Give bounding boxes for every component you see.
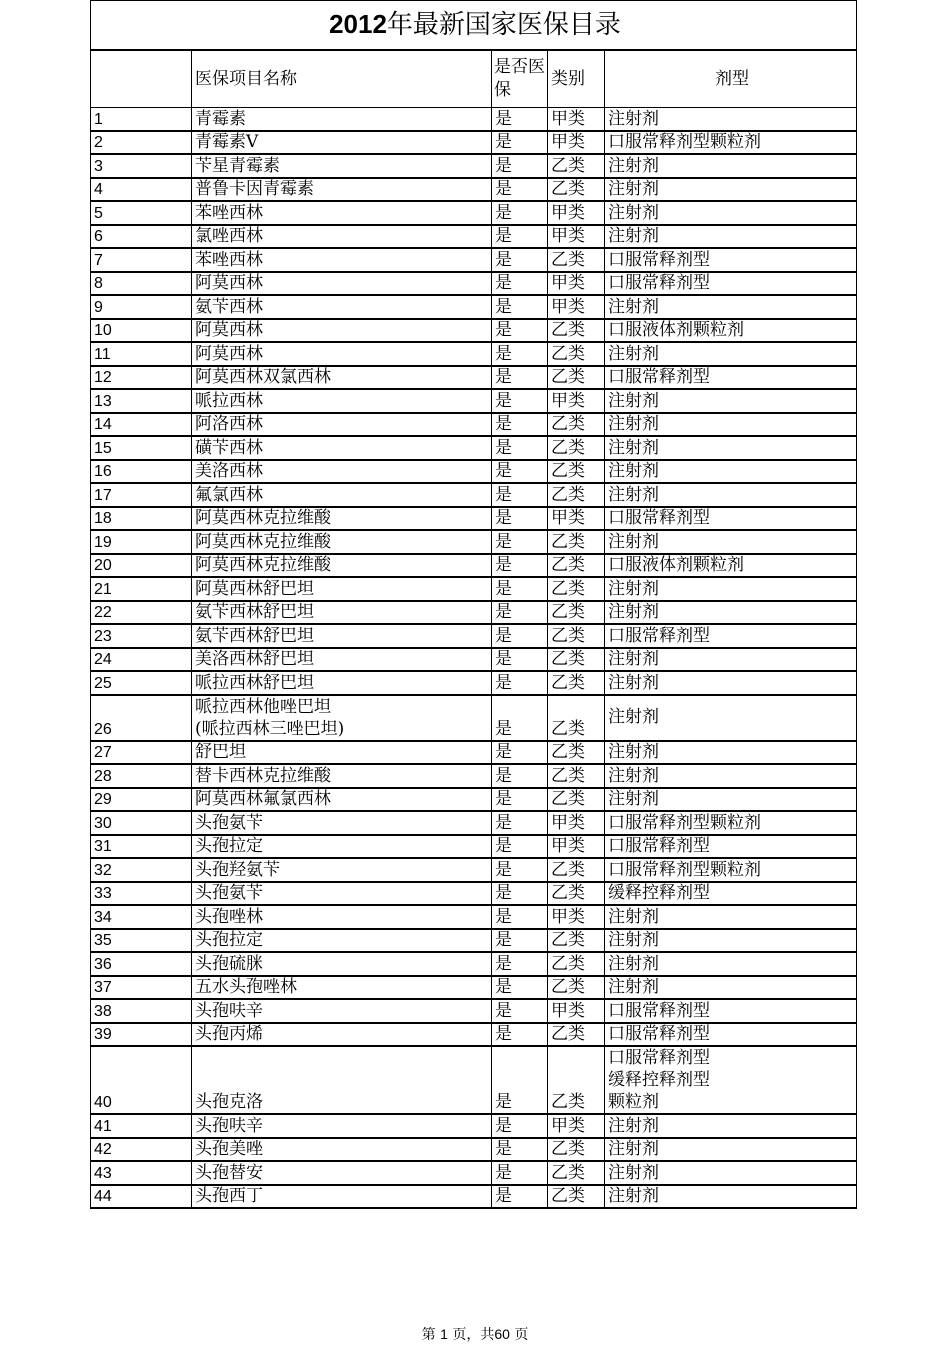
drug-name: 头孢氨苄: [192, 811, 492, 835]
insured-flag: 是: [492, 882, 548, 906]
insured-flag: 是: [492, 741, 548, 765]
category-cell: 乙类: [548, 882, 605, 906]
category-cell: 乙类: [548, 976, 605, 1000]
dosage-form: 注射剂: [605, 952, 857, 976]
insured-flag: 是: [492, 695, 548, 741]
table-row: [91, 108, 857, 131]
drug-name: 氯唑西林: [192, 225, 492, 249]
row-number: 31: [91, 835, 192, 859]
row-number: 36: [91, 952, 192, 976]
row-number: 19: [91, 530, 192, 554]
category-cell: 乙类: [548, 366, 605, 390]
insured-flag: 是: [492, 178, 548, 202]
header-name: 医保项目名称: [192, 50, 492, 108]
dosage-form: 口服常释剂型颗粒剂: [605, 858, 857, 882]
insured-flag: 是: [492, 648, 548, 672]
insured-flag: 是: [492, 835, 548, 859]
drug-name: 氨苄西林舒巴坦: [192, 624, 492, 648]
table-row: [91, 764, 857, 788]
insured-flag: 是: [492, 201, 548, 225]
table-row: [91, 976, 857, 1000]
dosage-form: 注射剂: [605, 225, 857, 249]
dosage-form: 注射剂: [605, 436, 857, 460]
drug-name: 头孢拉定: [192, 835, 492, 859]
title-year: 2012: [329, 9, 387, 39]
category-cell: 乙类: [548, 671, 605, 695]
insured-flag: 是: [492, 131, 548, 155]
row-number: 5: [91, 201, 192, 225]
insured-flag: 是: [492, 436, 548, 460]
insured-flag: 是: [492, 530, 548, 554]
category-cell: 甲类: [548, 225, 605, 249]
table-row: [91, 858, 857, 882]
category-cell: 乙类: [548, 248, 605, 272]
drug-name: 阿莫西林克拉维酸: [192, 507, 492, 531]
row-number: 43: [91, 1161, 192, 1185]
header-num: [91, 50, 192, 108]
table-row: [91, 1185, 857, 1209]
drug-name: 头孢呋辛: [192, 999, 492, 1023]
drug-name: 头孢克洛: [192, 1046, 492, 1114]
drug-name: 头孢硫脒: [192, 952, 492, 976]
category-cell: 乙类: [548, 624, 605, 648]
table-row: [91, 1023, 857, 1047]
category-cell: 乙类: [548, 319, 605, 343]
row-number: 32: [91, 858, 192, 882]
category-cell: 甲类: [548, 999, 605, 1023]
row-number: 3: [91, 154, 192, 178]
row-number: 38: [91, 999, 192, 1023]
dosage-form: 口服常释剂型颗粒剂: [605, 811, 857, 835]
row-number: 7: [91, 248, 192, 272]
category-cell: 乙类: [548, 460, 605, 484]
row-number: 16: [91, 460, 192, 484]
title-row: [91, 1, 857, 51]
title-text: 年最新国家医保目录: [386, 10, 621, 40]
insured-flag: 是: [492, 295, 548, 319]
footer-prefix: 第: [421, 1327, 436, 1343]
insured-flag: 是: [492, 999, 548, 1023]
dosage-form: 口服常释剂型 缓释控释剂型 颗粒剂: [605, 1046, 857, 1114]
table-row: [91, 695, 857, 741]
row-number: 35: [91, 929, 192, 953]
drug-name: 头孢丙烯: [192, 1023, 492, 1047]
dosage-form: 口服常释剂型: [605, 835, 857, 859]
category-cell: 甲类: [548, 905, 605, 929]
insured-flag: 是: [492, 248, 548, 272]
drug-name: 苯唑西林: [192, 201, 492, 225]
insured-flag: 是: [492, 976, 548, 1000]
table-row: [91, 741, 857, 765]
row-number: 22: [91, 601, 192, 625]
table-row: [91, 530, 857, 554]
insured-flag: 是: [492, 929, 548, 953]
row-number: 4: [91, 178, 192, 202]
row-number: 21: [91, 577, 192, 601]
drug-name: 头孢替安: [192, 1161, 492, 1185]
page-title: [91, 1, 857, 51]
row-number: 10: [91, 319, 192, 343]
category-cell: 甲类: [548, 835, 605, 859]
table-row: [91, 1046, 857, 1114]
drug-name: 五水头孢唑林: [192, 976, 492, 1000]
dosage-form: 注射剂: [605, 295, 857, 319]
table-row: [91, 671, 857, 695]
category-cell: 乙类: [548, 483, 605, 507]
drug-name: 青霉素V: [192, 131, 492, 155]
drug-name: 氨苄西林舒巴坦: [192, 601, 492, 625]
dosage-form: 注射剂: [605, 695, 857, 741]
row-number: 27: [91, 741, 192, 765]
drug-name: 普鲁卡因青霉素: [192, 178, 492, 202]
drug-name: 阿莫西林双氯西林: [192, 366, 492, 390]
dosage-form: 口服常释剂型: [605, 999, 857, 1023]
table-row: [91, 319, 857, 343]
category-cell: 乙类: [548, 788, 605, 812]
insured-flag: 是: [492, 507, 548, 531]
dosage-form: 注射剂: [605, 413, 857, 437]
category-cell: 甲类: [548, 389, 605, 413]
drug-name: 苄星青霉素: [192, 154, 492, 178]
row-number: 6: [91, 225, 192, 249]
row-number: 9: [91, 295, 192, 319]
table-row: [91, 154, 857, 178]
table-row: [91, 131, 857, 155]
drug-name: 哌拉西林舒巴坦: [192, 671, 492, 695]
table-row: [91, 929, 857, 953]
row-number: 12: [91, 366, 192, 390]
dosage-form: 口服常释剂型: [605, 624, 857, 648]
row-number: 28: [91, 764, 192, 788]
row-number: 13: [91, 389, 192, 413]
row-number: 18: [91, 507, 192, 531]
row-number: 11: [91, 342, 192, 366]
insured-flag: 是: [492, 788, 548, 812]
drug-name: 头孢西丁: [192, 1185, 492, 1209]
dosage-form: 注射剂: [605, 1161, 857, 1185]
insured-flag: 是: [492, 366, 548, 390]
drug-name: 阿洛西林: [192, 413, 492, 437]
category-cell: 甲类: [548, 507, 605, 531]
table-row: [91, 1114, 857, 1138]
category-cell: 乙类: [548, 764, 605, 788]
table-row: [91, 835, 857, 859]
insured-flag: 是: [492, 1138, 548, 1162]
drug-name: 头孢氨苄: [192, 882, 492, 906]
table-row: [91, 811, 857, 835]
insured-flag: 是: [492, 1161, 548, 1185]
category-cell: 乙类: [548, 577, 605, 601]
insured-flag: 是: [492, 1114, 548, 1138]
insured-flag: 是: [492, 811, 548, 835]
category-cell: 乙类: [548, 741, 605, 765]
category-cell: 甲类: [548, 811, 605, 835]
insured-flag: 是: [492, 272, 548, 296]
table-row: [91, 436, 857, 460]
insured-flag: 是: [492, 1023, 548, 1047]
row-number: 1: [91, 108, 192, 131]
row-number: 20: [91, 554, 192, 578]
category-cell: 乙类: [548, 530, 605, 554]
row-number: 44: [91, 1185, 192, 1209]
dosage-form: 口服液体剂颗粒剂: [605, 554, 857, 578]
table-row: [91, 507, 857, 531]
table-row: [91, 1161, 857, 1185]
table-row: [91, 999, 857, 1023]
category-cell: 乙类: [548, 1185, 605, 1209]
dosage-form: 注射剂: [605, 1138, 857, 1162]
category-cell: 乙类: [548, 929, 605, 953]
table-row: [91, 225, 857, 249]
insured-flag: 是: [492, 671, 548, 695]
table-row: [91, 1138, 857, 1162]
insured-flag: 是: [492, 577, 548, 601]
insured-flag: 是: [492, 624, 548, 648]
dosage-form: 注射剂: [605, 389, 857, 413]
category-cell: 乙类: [548, 413, 605, 437]
row-number: 41: [91, 1114, 192, 1138]
insured-flag: 是: [492, 483, 548, 507]
drug-name: 头孢羟氨苄: [192, 858, 492, 882]
dosage-form: 注射剂: [605, 671, 857, 695]
table-row: [91, 882, 857, 906]
table-row: [91, 905, 857, 929]
row-number: 26: [91, 695, 192, 741]
insured-flag: 是: [492, 413, 548, 437]
insured-flag: 是: [492, 460, 548, 484]
dosage-form: 注射剂: [605, 483, 857, 507]
drug-name: 阿莫西林克拉维酸: [192, 554, 492, 578]
insured-flag: 是: [492, 108, 548, 131]
row-number: 2: [91, 131, 192, 155]
insured-flag: 是: [492, 154, 548, 178]
row-number: 24: [91, 648, 192, 672]
table-row: [91, 460, 857, 484]
drug-name: 磺苄西林: [192, 436, 492, 460]
drug-name: 头孢拉定: [192, 929, 492, 953]
row-number: 42: [91, 1138, 192, 1162]
table-row: [91, 648, 857, 672]
drug-name: 美洛西林舒巴坦: [192, 648, 492, 672]
table-row: [91, 272, 857, 296]
insured-flag: 是: [492, 952, 548, 976]
header-form: 剂型: [605, 50, 857, 108]
drug-name: 哌拉西林: [192, 389, 492, 413]
row-number: 25: [91, 671, 192, 695]
drug-name: 氟氯西林: [192, 483, 492, 507]
dosage-form: 注射剂: [605, 201, 857, 225]
table-row: [91, 342, 857, 366]
drug-name: 氨苄西林: [192, 295, 492, 319]
row-number: 39: [91, 1023, 192, 1047]
row-number: 15: [91, 436, 192, 460]
dosage-form: 口服常释剂型: [605, 1023, 857, 1047]
category-cell: 乙类: [548, 436, 605, 460]
dosage-form: 注射剂: [605, 648, 857, 672]
insured-flag: 是: [492, 389, 548, 413]
dosage-form: 注射剂: [605, 577, 857, 601]
header-category: 类别: [548, 50, 605, 108]
dosage-form: 注射剂: [605, 108, 857, 131]
category-cell: 乙类: [548, 695, 605, 741]
insured-flag: 是: [492, 1046, 548, 1114]
drug-name: 阿莫西林: [192, 342, 492, 366]
dosage-form: 注射剂: [605, 976, 857, 1000]
footer-mid: 页，共: [452, 1327, 495, 1343]
drug-name: 替卡西林克拉维酸: [192, 764, 492, 788]
category-cell: 乙类: [548, 1138, 605, 1162]
drug-name: 阿莫西林: [192, 319, 492, 343]
dosage-form: 注射剂: [605, 788, 857, 812]
table-row: [91, 389, 857, 413]
dosage-form: 注射剂: [605, 764, 857, 788]
row-number: 14: [91, 413, 192, 437]
table-row: [91, 248, 857, 272]
dosage-form: 注射剂: [605, 154, 857, 178]
table-row: [91, 952, 857, 976]
category-cell: 甲类: [548, 272, 605, 296]
dosage-form: 口服常释剂型: [605, 248, 857, 272]
dosage-form: 注射剂: [605, 1114, 857, 1138]
insured-flag: 是: [492, 225, 548, 249]
footer-total-pages: 60: [494, 1326, 510, 1342]
drug-name: 阿莫西林氟氯西林: [192, 788, 492, 812]
row-number: 30: [91, 811, 192, 835]
table-row: [91, 201, 857, 225]
category-cell: 乙类: [548, 154, 605, 178]
dosage-form: 口服常释剂型: [605, 507, 857, 531]
insured-flag: 是: [492, 319, 548, 343]
category-cell: 乙类: [548, 342, 605, 366]
footer-suffix: 页: [514, 1327, 529, 1343]
row-number: 33: [91, 882, 192, 906]
category-cell: 甲类: [548, 295, 605, 319]
row-number: 34: [91, 905, 192, 929]
row-number: 8: [91, 272, 192, 296]
category-cell: 甲类: [548, 108, 605, 131]
dosage-form: 口服常释剂型: [605, 366, 857, 390]
category-cell: 乙类: [548, 554, 605, 578]
footer-page-number: 1: [440, 1326, 448, 1342]
insured-flag: 是: [492, 1185, 548, 1209]
dosage-form: 注射剂: [605, 530, 857, 554]
page-footer: [0, 1324, 950, 1344]
insured-flag: 是: [492, 601, 548, 625]
table-row: [91, 295, 857, 319]
category-cell: 乙类: [548, 601, 605, 625]
table-row: [91, 366, 857, 390]
insured-flag: 是: [492, 764, 548, 788]
table-body: [91, 1, 857, 1209]
dosage-form: 注射剂: [605, 342, 857, 366]
dosage-form: 注射剂: [605, 601, 857, 625]
category-cell: 甲类: [548, 131, 605, 155]
table-row: [91, 554, 857, 578]
table-row: [91, 788, 857, 812]
category-cell: 乙类: [548, 1046, 605, 1114]
dosage-form: 缓释控释剂型: [605, 882, 857, 906]
dosage-form: 注射剂: [605, 741, 857, 765]
table-row: [91, 601, 857, 625]
drug-name: 青霉素: [192, 108, 492, 131]
drug-name: 阿莫西林: [192, 272, 492, 296]
category-cell: 乙类: [548, 952, 605, 976]
table-row: [91, 577, 857, 601]
dosage-form: 注射剂: [605, 178, 857, 202]
table-row: [91, 483, 857, 507]
table-row: [91, 413, 857, 437]
dosage-form: 口服常释剂型: [605, 272, 857, 296]
row-number: 29: [91, 788, 192, 812]
row-number: 23: [91, 624, 192, 648]
header-insured: 是否医保: [492, 50, 548, 108]
header-row: [91, 50, 857, 108]
insured-flag: 是: [492, 858, 548, 882]
drug-name: 苯唑西林: [192, 248, 492, 272]
row-number: 40: [91, 1046, 192, 1114]
dosage-form: 注射剂: [605, 460, 857, 484]
dosage-form: 注射剂: [605, 905, 857, 929]
category-cell: 乙类: [548, 1161, 605, 1185]
category-cell: 甲类: [548, 201, 605, 225]
insured-flag: 是: [492, 905, 548, 929]
dosage-form: 口服液体剂颗粒剂: [605, 319, 857, 343]
category-cell: 乙类: [548, 1023, 605, 1047]
category-cell: 乙类: [548, 178, 605, 202]
category-cell: 乙类: [548, 858, 605, 882]
drug-name: 舒巴坦: [192, 741, 492, 765]
category-cell: 甲类: [548, 1114, 605, 1138]
dosage-form: 注射剂: [605, 1185, 857, 1209]
drug-name: 头孢呋辛: [192, 1114, 492, 1138]
table-row: [91, 624, 857, 648]
drug-name: 头孢美唑: [192, 1138, 492, 1162]
row-number: 37: [91, 976, 192, 1000]
category-cell: 乙类: [548, 648, 605, 672]
dosage-form: 口服常释剂型颗粒剂: [605, 131, 857, 155]
row-number: 17: [91, 483, 192, 507]
table-row: [91, 178, 857, 202]
drug-catalog-table: [90, 0, 857, 1209]
drug-name: 美洛西林: [192, 460, 492, 484]
insured-flag: 是: [492, 554, 548, 578]
drug-name: 哌拉西林他唑巴坦 (哌拉西林三唑巴坦): [192, 695, 492, 741]
drug-name: 头孢唑林: [192, 905, 492, 929]
drug-name: 阿莫西林舒巴坦: [192, 577, 492, 601]
dosage-form: 注射剂: [605, 929, 857, 953]
drug-name: 阿莫西林克拉维酸: [192, 530, 492, 554]
insured-flag: 是: [492, 342, 548, 366]
